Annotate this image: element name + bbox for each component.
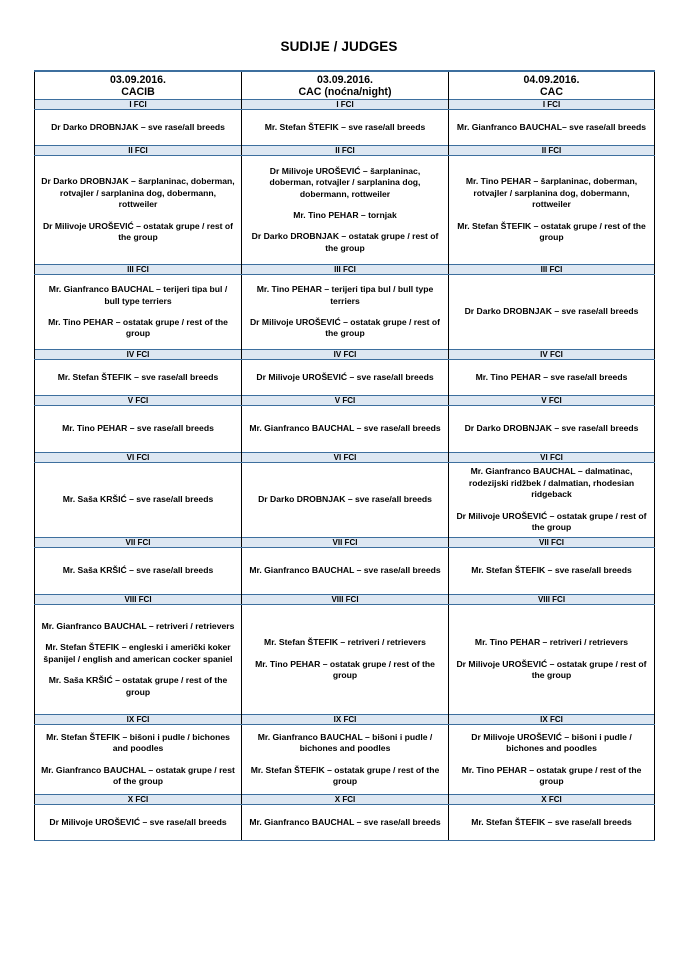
judges-row — [35, 463, 655, 538]
column-type: CAC (noćna/night) — [298, 86, 392, 98]
group-label: I FCI — [449, 100, 655, 110]
judge-cell — [449, 110, 655, 146]
judge-assignment: Dr Milivoje UROŠEVIĆ – ostatak grupe / rest of the group — [456, 510, 647, 533]
group-label: VI FCI — [449, 453, 655, 463]
group-label: VIII FCI — [449, 595, 655, 605]
judge-cell — [35, 725, 242, 795]
column-date: 04.09.2016. — [523, 74, 580, 86]
judge-assignment: Mr. Tino PEHAR – tornjak — [293, 210, 397, 220]
judge-cell — [242, 156, 449, 265]
judge-cell — [449, 156, 655, 265]
judge-assignment: Mr. Saša KRŠIĆ – ostatak grupe / rest of the group — [48, 675, 228, 697]
judge-assignment: Mr. Stefan ŠTEFIK – sve rase/all breeds — [264, 121, 426, 132]
group-header-row — [35, 795, 655, 805]
judge-assignment: Mr. Stefan ŠTEFIK – engleski i američki koker španijel / english and american cocker spaniel — [43, 642, 233, 664]
judge-assignment: Mr. Gianfranco BAUCHAL – bišoni i pudle / bichones and poodles — [257, 731, 433, 754]
judge-assignment: Dr Darko DROBNJAK – šarplaninac, doberman, rotvajler / sarplanina dog, dobermann, rottweiler — [41, 176, 235, 210]
judge-assignment: Mr. Saša KRŠIĆ – sve rase/all breeds — [62, 565, 214, 576]
judge-assignment: Dr Darko DROBNJAK – sve rase/all breeds — [258, 494, 432, 505]
judge-assignment: Mr. Gianfranco BAUCHAL– sve rase/all breeds — [456, 121, 647, 132]
group-header-row — [35, 453, 655, 463]
group-label: IX FCI — [449, 715, 655, 725]
judges-row — [35, 110, 655, 146]
group-header-row — [35, 146, 655, 156]
judge-assignment: Mr. Gianfranco BAUCHAL – terijeri tipa bul / bull type terriers — [48, 284, 228, 306]
judge-assignment: Dr Darko DROBNJAK – sve rase/all breeds — [464, 423, 639, 434]
column-date: 03.09.2016. — [317, 74, 373, 86]
group-label: III FCI — [449, 265, 655, 275]
judge-assignment: Mr. Stefan ŠTEFIK – sve rase/all breeds — [471, 565, 632, 576]
judge-cell — [242, 275, 449, 350]
judge-assignment: Mr. Tino PEHAR – ostatak grupe / rest of the group — [48, 317, 228, 339]
judge-assignment: Dr Milivoje UROŠEVIĆ – ostatak grupe / rest of the group — [456, 658, 647, 681]
group-label: VIII FCI — [35, 595, 242, 605]
judge-assignment: Dr Milivoje UROŠEVIĆ – bišoni i pudle / bichones and poodles — [471, 731, 632, 754]
group-header-row — [35, 350, 655, 360]
judges-row — [35, 275, 655, 350]
judge-cell — [35, 463, 242, 538]
judges-row — [35, 805, 655, 841]
judge-cell — [35, 360, 242, 396]
judges-row — [35, 156, 655, 265]
judge-assignment: Mr. Stefan ŠTEFIK – ostatak grupe / rest of the group — [250, 764, 440, 786]
judge-cell — [35, 156, 242, 265]
column-type: CACIB — [121, 86, 155, 98]
judges-row — [35, 360, 655, 396]
judge-cell — [449, 406, 655, 453]
group-label: III FCI — [35, 265, 242, 275]
column-date: 03.09.2016. — [110, 74, 166, 86]
judge-assignment: Mr. Saša KRŠIĆ – sve rase/all breeds — [62, 494, 214, 505]
judge-assignment: Mr. Tino PEHAR – retriveri / retrievers — [474, 637, 629, 648]
group-header-row — [35, 100, 655, 110]
judge-cell — [35, 110, 242, 146]
judge-assignment: Dr Darko DROBNJAK – ostatak grupe / rest of the group — [251, 231, 439, 253]
header-row — [35, 71, 655, 100]
group-label: VII FCI — [35, 538, 242, 548]
judge-cell — [35, 548, 242, 595]
judge-cell — [242, 110, 449, 146]
group-label: I FCI — [242, 100, 449, 110]
judge-assignment: Mr. Tino PEHAR – terijeri tipa bul / bull type terriers — [256, 284, 434, 306]
group-label: V FCI — [242, 396, 449, 406]
judge-assignment: Dr Milivoje UROŠEVIĆ – šarplaninac, doberman, rotvajler / sarplanina dog, dobermann, rottweiler — [269, 165, 421, 199]
judge-cell — [449, 605, 655, 715]
group-label: X FCI — [242, 795, 449, 805]
group-label: X FCI — [449, 795, 655, 805]
column-header — [449, 71, 655, 100]
column-type: CAC — [540, 86, 563, 98]
judge-cell — [242, 605, 449, 715]
judge-assignment: Mr. Stefan ŠTEFIK – bišoni i pudle / bichones and poodles — [46, 731, 230, 754]
group-label: VI FCI — [35, 453, 242, 463]
judge-assignment: Mr. Tino PEHAR – sve rase/all breeds — [62, 423, 214, 434]
group-header-row — [35, 265, 655, 275]
judge-cell — [35, 805, 242, 841]
group-label: X FCI — [35, 795, 242, 805]
group-label: II FCI — [35, 146, 242, 156]
group-header-row — [35, 538, 655, 548]
column-header — [242, 71, 449, 100]
judge-cell — [242, 548, 449, 595]
judge-assignment: Dr Milivoje UROŠEVIĆ – sve rase/all breeds — [256, 371, 434, 382]
judge-assignment: Dr Darko DROBNJAK – sve rase/all breeds — [51, 121, 225, 132]
group-label: III FCI — [242, 265, 449, 275]
judge-cell — [35, 275, 242, 350]
group-label: VII FCI — [242, 538, 449, 548]
judge-cell — [242, 360, 449, 396]
judge-cell — [449, 725, 655, 795]
judge-assignment: Mr. Tino PEHAR – šarplaninac, doberman, rotvajler / sarplanina dog, dobermann, rottweiler — [465, 176, 638, 210]
judges-row — [35, 605, 655, 715]
judge-cell — [242, 406, 449, 453]
judge-assignment: Mr. Gianfranco BAUCHAL – retriveri / retrievers — [41, 620, 235, 631]
group-label: VII FCI — [449, 538, 655, 548]
judges-table-body — [35, 71, 655, 841]
group-header-row — [35, 396, 655, 406]
judges-row — [35, 406, 655, 453]
judge-assignment: Dr Milivoje UROŠEVIĆ – ostatak grupe / rest of the group — [42, 220, 234, 243]
judge-cell — [449, 463, 655, 538]
group-header-row — [35, 595, 655, 605]
group-label: IX FCI — [242, 715, 449, 725]
group-label: IX FCI — [35, 715, 242, 725]
judge-assignment: Mr. Gianfranco BAUCHAL – sve rase/all breeds — [249, 565, 441, 576]
judges-row — [35, 725, 655, 795]
group-label: IV FCI — [449, 350, 655, 360]
group-label: IV FCI — [35, 350, 242, 360]
judge-cell — [242, 725, 449, 795]
group-label: II FCI — [449, 146, 655, 156]
group-label: VI FCI — [242, 453, 449, 463]
judges-table — [34, 70, 655, 841]
judge-assignment: Mr. Stefan ŠTEFIK – ostatak grupe / rest of the group — [457, 220, 646, 243]
judge-assignment: Mr. Gianfranco BAUCHAL – dalmatinac, rodezijski ridžbek / dalmatian, rhodesian ridgeback — [468, 466, 635, 500]
judge-assignment: Mr. Stefan ŠTEFIK – sve rase/all breeds — [471, 816, 632, 827]
judge-assignment: Dr Milivoje UROŠEVIĆ – sve rase/all breeds — [49, 816, 227, 827]
judge-assignment: Mr. Gianfranco BAUCHAL – sve rase/all breeds — [249, 816, 441, 827]
group-label: IV FCI — [242, 350, 449, 360]
group-label: V FCI — [35, 396, 242, 406]
judge-assignment: Mr. Stefan ŠTEFIK – retriveri / retrievers — [264, 637, 426, 648]
judges-row — [35, 548, 655, 595]
judge-cell — [449, 805, 655, 841]
judge-assignment: Mr. Gianfranco BAUCHAL – ostatak grupe / rest of the group — [41, 764, 235, 786]
group-header-row — [35, 715, 655, 725]
judge-cell — [449, 360, 655, 396]
judge-cell — [35, 406, 242, 453]
judge-assignment: Mr. Gianfranco BAUCHAL – sve rase/all breeds — [249, 423, 441, 434]
group-label: II FCI — [242, 146, 449, 156]
judge-cell — [449, 275, 655, 350]
judge-assignment: Mr. Tino PEHAR – ostatak grupe / rest of the group — [255, 658, 435, 681]
judge-cell — [242, 805, 449, 841]
column-header — [35, 71, 242, 100]
judge-assignment: Mr. Tino PEHAR – ostatak grupe / rest of the group — [461, 764, 642, 786]
group-label: I FCI — [35, 100, 242, 110]
judge-assignment: Mr. Stefan ŠTEFIK – sve rase/all breeds — [57, 371, 219, 382]
judge-cell — [242, 463, 449, 538]
judge-assignment: Dr Darko DROBNJAK – sve rase/all breeds — [464, 306, 639, 317]
judge-assignment: Dr Milivoje UROŠEVIĆ – ostatak grupe / rest of the group — [249, 317, 441, 339]
judge-cell — [449, 548, 655, 595]
group-label: VIII FCI — [242, 595, 449, 605]
judge-cell — [35, 605, 242, 715]
judge-assignment: Mr. Tino PEHAR – sve rase/all breeds — [475, 371, 628, 382]
group-label: V FCI — [449, 396, 655, 406]
page-title: SUDIJE / JUDGES — [280, 39, 398, 54]
